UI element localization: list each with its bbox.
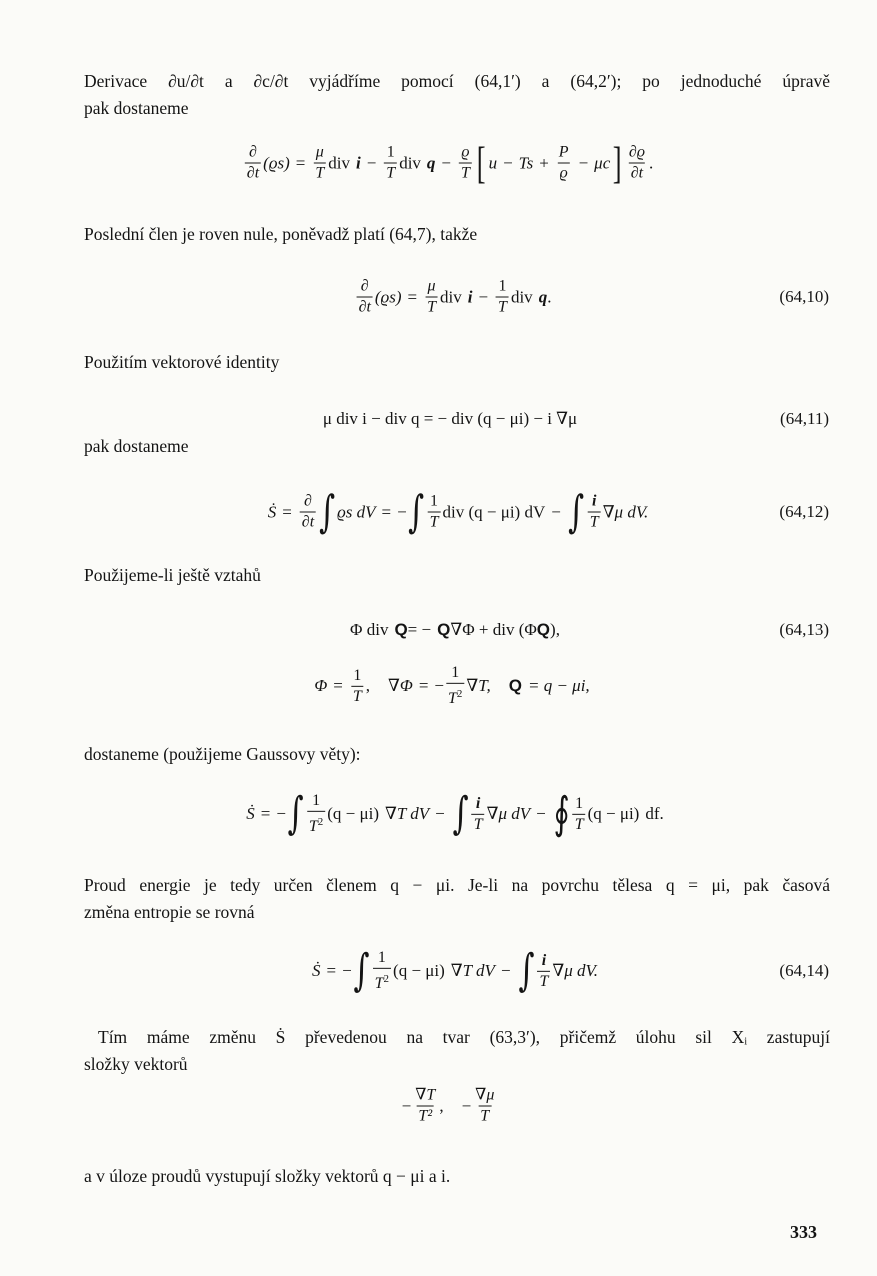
text-line: Tím máme změnu Ṡ převedenou na tvar (63,3′), přičemž úlohu sil Xᵢ zastupují (98, 1027, 830, 1047)
equation-entropy-gauss: Ṡ = − ∫ $\frac{1}{T^2}$ (q − μi) ∇T dV − ∫ $\frac{i}{T}$ ∇μ dV − ∮ $\frac{1}{T}$ (q − μi) df. (246, 787, 664, 839)
equation-number: (64,14) (779, 961, 829, 980)
paragraph-vector-identity (84, 349, 830, 376)
text-line: Proud energie je tedy určen členem q − μi. Je-li na povrchu tělesa q = μi, pak časová (84, 875, 830, 895)
text-line: změna entropie se rovná (84, 902, 255, 922)
equation-64-11: μ div i − div q = − div (q − μi) − i ∇μ (64,11) (322, 409, 829, 428)
equation-number: (64,11) (780, 409, 829, 428)
text-line: pak dostaneme (84, 436, 189, 456)
equation-64-10: $\frac{\partial}{\partial t}$ (ϱs) = $\frac{\mu}{T}$ div i − $\frac{1}{T}$ div q . (64,10) (358, 277, 829, 316)
equation-definitions: Φ = $\frac{1}{T}$ , ∇Φ = − $\frac{1}{T^2}$ ∇T, Q = q − μi, (314, 663, 590, 708)
page-number: 333 (790, 1222, 817, 1242)
equation-64-13: Φ div Q = − Q ∇Φ + div (Φ Q ), (64,13) (350, 620, 829, 639)
paragraph-derivatives (84, 68, 830, 122)
paragraph-fluxes (84, 1163, 830, 1190)
text-line: Derivace ∂u/∂t a ∂c/∂t vyjádříme pomocí (64,1′) a (64,2′); po jednoduché úpravě (84, 71, 830, 91)
paragraph-last-term (84, 221, 830, 248)
paragraph-then-we-get (84, 433, 830, 460)
text-line: pak dostaneme (84, 98, 189, 118)
text-line: Použitím vektorové identity (84, 352, 280, 372)
text-line: a v úloze proudů vystupují složky vektorů q − μi a i. (84, 1166, 451, 1186)
text-line: dostaneme (použijeme Gaussovy věty): (84, 744, 361, 764)
text-line: Poslední člen je roven nule, poněvadž platí (64,7), takže (84, 224, 478, 244)
equation-number: (64,10) (779, 287, 829, 306)
paragraph-forces (84, 1024, 830, 1078)
text-line: Použijeme-li ještě vztahů (84, 565, 261, 585)
paragraph-energy-flow (84, 872, 830, 926)
text-line: složky vektorů (84, 1054, 188, 1074)
equation-number: (64,12) (779, 502, 829, 521)
equation-force-components: − $\frac{\nabla T}{\text{T²}}$ , − $\frac{\nabla\mu}{T}$ (401, 1086, 495, 1125)
paragraph-gauss (84, 741, 830, 768)
equation-entropy-rate-full: $\frac{\partial}{\partial t}$ (ϱs) = $\frac{\mu}{T}$ div i − $\frac{1}{T}$ div q − $\frac{ϱ}{T}$ [ u − Ts + $\frac{P}{ϱ}$ − μc ] $\frac{\partial ϱ}{\partial t}$ . (246, 138, 654, 187)
equation-number: (64,13) (779, 620, 829, 639)
equation-64-12: Ṡ = $\frac{\partial}{\partial t}$ ∫ ϱs dV = − ∫ $\frac{1}{T}$ div (q − μi) dV − ∫ $\frac{i}{T}$ ∇μ dV. (64,12) (267, 486, 829, 537)
equation-64-14: Ṡ = − ∫ $\frac{1}{T^2}$ (q − μi) ∇T dV − ∫ $\frac{i}{T}$ ∇μ dV. (64,14) (312, 944, 829, 996)
paragraph-using-relations (84, 562, 830, 589)
